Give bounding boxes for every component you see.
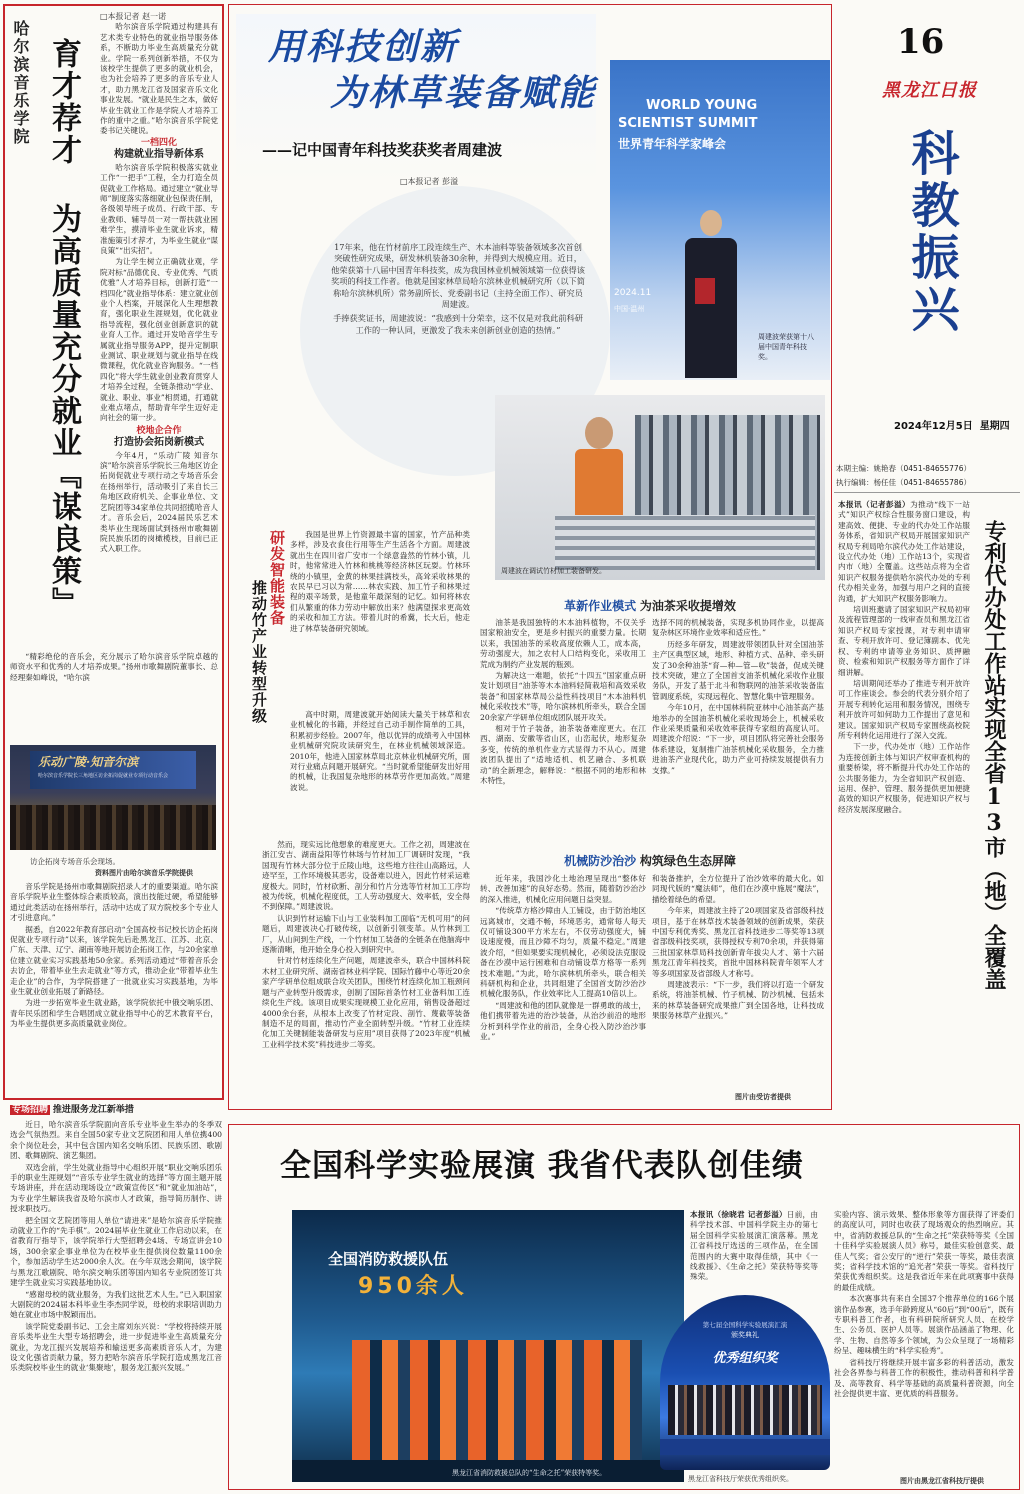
left-sec3-text5: 该学院党委副书记、工会主席刘东兴说：“学校将持续开展音乐类毕业生大型专场招聘会，进一步促进毕业生高质量充分就业，为龙江振兴发展培养和输送更多高素质音乐人才，为建设文化强省贡献力量，努力把哈尔滨音乐学院打造成黑龙江音乐类院校毕业生的就业‘集聚地’，服务龙江振兴发展。” xyxy=(10,1321,222,1373)
left-sec2-text4: 据悉，自2022年教育部启动“全国高校书记校长访企拓岗促就业专项行动”以来，该学院先后赴黑龙江、江苏、北京、广东、天津、辽宁、湖南等地开展访企拓岗工作，与20余家单位建立就业实习实践基地50余家。系列活动通过“带着音乐会去访企，带着毕业生去走就业”等方式，推动企业“带着毕业生走企业”的合作，为学院搭建了一批就业实习实践基地，为毕业生就业创业拓展了新路径。 xyxy=(10,924,218,997)
editor-main: 本期主编：姚艳春（0451-84655776） xyxy=(836,464,971,473)
summit-title-en-2: SCIENTIST SUMMIT xyxy=(618,116,758,131)
left-intro: 哈尔滨音乐学院通过构建具有艺术类专业特色的就业指导服务体系，不断助力毕业生高质量充分就业。学院一系列创新举措，不仅为该校学生提供了更多的就业机会，也为社会培养了更多的音乐专业人才，助力黑龙江省及国家音乐文化事业发展。“就业是民生之本，做好毕业生就业工作是学院人才培养工作的重中之重。”哈尔滨音乐学院党委书记关键说。 xyxy=(100,22,218,136)
left-sec1-kicker: 一档四化 xyxy=(140,137,177,148)
left-sec3-text3: 把全国文艺院团等用人单位“请进来”是哈尔滨音乐学院推动就业工作的“先手棋”。2024届毕业生就业工作启动以来，在省教育厅指导下，该学院举行大型招聘会4场、专场宣讲会10场，300余家企事业单位为在校毕业生提供岗位数量1100余个，参加活动学生达2000余人次。在今年双选会期间，该学院与黑龙江歌剧院、哈尔滨交响乐团等国内知名专业院团签订共建学生就业实习实践基地协议。 xyxy=(10,1215,222,1288)
orchestra-silhouettes xyxy=(10,805,216,850)
left-headline: 育才荐才 为高质量充分就业『谋良策』 xyxy=(46,38,81,619)
middle-byline: □本报记者 彭溢 xyxy=(400,177,459,186)
colB-text3: 相对于竹子装备，油茶装备难度更大。在江西、湖南、安徽等省山区，山峦起伏，地形复杂多变，传统的单机作业方式显得力不从心。周建波团队提出了“适地适机、机艺融合、多机联动”的全新理念，解释说：“根据不同的地形和林木特性， xyxy=(480,724,646,786)
secB-kicker: 革新作业模式 xyxy=(564,599,637,613)
left-sec2-kicker: 校地企合作 xyxy=(136,425,182,436)
left-sec3-text2: 双选会前，学生处就业指导中心组织开展“职业交响乐团乐手的职业生涯规划”“音乐专业学生就业的选择”等方面主题开展专场讲座，并在活动现场设立“政策宣传区”和“就业加油站”，为专业学生解读我省及哈尔滨市人才政策，指导简历制作、讲授求职技巧。 xyxy=(10,1162,222,1214)
middle-subtitle: ——记中国青年科技奖获奖者周建波 xyxy=(262,141,503,159)
secC-kicker: 机械防沙治沙 xyxy=(564,854,637,868)
colA-text5: 针对竹材连续化生产问题，周建波牵头，联合中国林科院木材工业研究所、湖南省林业科学院、国际竹藤中心等近20余家产学研单位组成联合攻关团队，围绕竹材连续化加工瓶颈问题与产业转型升级需求，创制了国际首条竹材工业备料加工连续化生产线。该项目成果实现规模工业化应用，销售设备超过4000余台套，从根本上改变了竹材定段、剖竹、蔑截等装备制造不足的局面，推动竹产业全面转型升级。“竹材工业连续化加工关键制能装备研发与应用”项目获得了2023年度“机械工业科学技术奖”科技进步二等奖。 xyxy=(262,956,470,1049)
rescue-overlay-1: 全国消防救援队伍 xyxy=(328,1250,449,1268)
bottom-text3: 本次赛事共有来自全国37个推荐单位的166个展演作品参赛，选手年龄跨度从“60后”到“00后”，既有专职科普工作者，也有科研院所研究人员、在校学生、公务员、医护人员等。展演作品涵盖了物理、化学、生物、自然等多个领域，为公众呈现了一场精彩纷呈、趣味横生的“科学实验秀”。 xyxy=(834,1294,1014,1356)
award-photo xyxy=(660,1295,830,1470)
left-sec3-text4: “感谢母校的就业服务，为我们这批艺术人生。”已入职国家大剧院的2024届本科毕业生李杰同学说，母校的求职培训助力她在就业市场中脱颖而出。 xyxy=(10,1289,222,1320)
left-sec2-text3: 音乐学院是扬州市歌舞剧院招录人才的重要渠道。哈尔滨音乐学院毕业生整体综合素质较高，演出技能过硬，希望能够通过此类活动在扬州举行，活动中达成了双方院校多个专业人才引进意向。” xyxy=(10,882,218,923)
rescue-photo-caption: 黑龙江省消防救援总队的“生命之托”荣获特等奖。 xyxy=(452,1469,607,1477)
colB-text: 油茶是我国独特的木本油料植物，不仅关乎国家粮油安全，更是乡村振兴的重要力量。长期以来，我国油茶的采收高度依赖人工，成本高，劳动强度大，加之农村人口结构变化，采收用工荒成为制约产业发展的瓶颈。 xyxy=(480,618,646,669)
middle-headline-1: 用科技创新 xyxy=(268,26,459,68)
left-sec3-kicker: 专场招聘 xyxy=(12,1105,49,1115)
colA-vertical-head2: 推动竹产业转型升级 xyxy=(250,580,268,724)
colA-text3: 然而，现实远比他想象的难度更大。工作之初，周建波在浙江安吉、湖南益阳等竹林场与竹材加工厂调研时发现，“我国现有竹林大部分位于丘陵山地，这些地方往往山高路远，人迹罕至，工作环境极其恶劣，设备难以进入，因此竹材采运难度极大。同时，竹材砍断、剖分和竹片分选等竹材加工工序均被为传统，机械化程度低，工人劳动强度大、效率低，安全得不到保障。”周建波说。 xyxy=(262,840,470,912)
award-stage-banner xyxy=(660,1439,830,1455)
machine-photo xyxy=(495,395,825,580)
secC-title: 构筑绿色生态屏障 xyxy=(639,854,736,868)
masthead xyxy=(862,0,1024,490)
colA-text2: 高中时期，周建波就开始阅读大量关于林草和农业机械化的书籍，并经过自己动手制作简单的工具，积累初步经验。2007年，他以优异的成绩考入中国林业机械研究院攻读研究生，在林业机械领域深造。2010年，他进入国家林草局北京林业机械研究所，面对行业痛点间题开展研究。“当时就希望能研发出好用的机械，让我国复杂地形的林草劳作更加高效。”周建波说。 xyxy=(290,710,470,792)
machine-photo-caption: 周建波在调试竹材加工装备研发。 xyxy=(501,567,606,575)
editor-exec: 执行编辑：杨任佳（0451-84655786） xyxy=(836,478,971,487)
award-person xyxy=(685,210,737,380)
right-text4: 下一步，代办处市（地）工作站作为连接创新主体与知识产权审查机构的重要桥梁，将不断提升代办处工作站的公共服务能力，为全省知识产权创造、运用、保护、管理、服务提供更加便捷高效的知识产权服务，促进知识产权与经济发展深度融合。 xyxy=(838,742,970,814)
concert-photo xyxy=(10,745,216,850)
bottom-lead: 本报讯（徐晓君 记者彭溢） xyxy=(690,1210,787,1219)
issue-date: 2024年12月5日 xyxy=(894,421,973,432)
middle-photo-credit: 图片由受访者提供 xyxy=(735,1093,791,1101)
right-headline: 专利代办处工作站实现全省13市（地）全覆盖 xyxy=(981,520,1007,990)
left-sec2-title: 打造协会拓岗新模式 xyxy=(114,437,204,449)
colC-text6: 周建波表示：“下一步，我们将以打造一个研发系统，将油茶机械、竹子机械、防沙机械、包括未来的林草装备研究成果推广到全国各地，让科技成果服务林草产业振兴。” xyxy=(652,980,824,1021)
colC-text: 近年来，我国沙化土地治理呈现出“整体好转、改善加速”的良好态势。然而，随着防沙治沙的深入推进，机械化应用问题日益突显。 xyxy=(480,874,646,904)
section-title: 科教振兴 xyxy=(903,128,959,336)
award-badge: 优秀组织奖 xyxy=(712,1351,778,1366)
award-photo-caption: 黑龙江省科技厅荣获优秀组织奖。 xyxy=(688,1475,793,1483)
colC-text3: “周建波和他的团队就像是一群勇敢的战士，他们携带着先进的治沙装备，从治沙前沿的地形分析到科学作业的前沿，全身心投入防沙治沙事业。” xyxy=(480,1000,646,1042)
bottom-text2: 实验内容、演示效果、整体形象等方面获得了评委们的高度认可，同时也收获了现场观众的热烈响应。其中，省消防救援总队的“生命之托”荣获特等奖《全国十佳科学实验展演人员》称号，最佳实验创意奖、最佳人气奖；省公安厅的“逆行”荣获一等奖，最佳表演奖；省科学技术馆的“追光者”荣获一等奖。省科技厅荣获优秀组织奖。这是我省近年来在此项赛事中获得的最佳成绩。 xyxy=(834,1210,1014,1292)
summit-place: 中国·温州 xyxy=(614,305,645,313)
colC-text2: “传统草方格沙障由人工铺设，由于防治地区远离城市，交通不畅，环境恶劣，通常每人每天仅可铺设300平方米左右，不仅劳动强度大，铺设速度慢，而且沙障不均匀，质量不稳定。”周建波介绍，“但如果要实现机械化，必须设法克服设备在沙漠中运行困难和自动铺设草方格等一系列技术难题。”为此，哈尔滨林机所牵头，联合相关科研机构和企业，共同组建了全国首支防沙治沙机械化服务队，作业效率比人工提高10倍以上。 xyxy=(480,906,646,999)
secB-title: 为油茶采收提增效 xyxy=(639,599,736,613)
concert-banner-sub: 哈尔滨音乐学院长三角地区访企拓岗促就业专项行动音乐会 xyxy=(38,773,169,779)
divider xyxy=(834,492,1020,493)
bottom-text1: 日前，由科学技术部、中国科学院主办的第七届全国科学实验展演汇演落幕。黑龙江省科技厅选送的三项作品，在全国范围内的大赛中取得佳绩，其中《一线救援》、《生命之托》荣获特等奖等殊荣。 xyxy=(690,1210,818,1282)
bottom-photo-credit: 图片由黑龙江省科技厅提供 xyxy=(900,1477,984,1485)
machine-table xyxy=(555,515,815,570)
colA-vertical-head1: 研发智能装备 xyxy=(268,530,286,626)
summit-photo xyxy=(610,60,830,380)
concert-banner: 乐动广陵·知音尔滨 xyxy=(38,755,139,769)
left-sec1-title: 构建就业指导新体系 xyxy=(114,149,204,161)
concert-stage-screen xyxy=(30,751,196,789)
colB-text4: 选择不同的机械装备，实现多机协同作业，以提高复杂林区环境作业效率和适应性。” xyxy=(652,618,824,638)
rescue-photo xyxy=(292,1210,684,1482)
colC-text5: 今年来，周建波主持了20项国家及省部级科技项目，基于在林草技术装备领域的创新成果，荣获中国专利优秀奖、黑龙江省科技进步二等奖等13项省部级科技奖项，获得授权专利70余项，并获得第三批国家林草局科技创新青年拔尖人才、第十六届黑龙江青年科技奖，首批中国林科院青年领军人才等多项国家及省部级人才称号。 xyxy=(652,906,824,978)
left-kicker: 哈尔滨音乐学院 xyxy=(11,20,30,146)
bottom-headline: 全国科学实验展演 我省代表队创佳绩 xyxy=(280,1148,804,1184)
right-text2: 培训班邀请了国家知识产权局初审及流程管理部的一线审查员和黑龙江省知识产权局专家授课，对专利申请审查、专利开放许可、登记簿副本、优先权、专利的申请等业务知识、质押融资、检索和知识产权服务等方面作了详细讲解。 xyxy=(838,605,970,677)
summit-date: 2024.11 xyxy=(614,288,652,298)
concert-photo-caption: 访企拓岗专场音乐会现场。 xyxy=(30,857,120,866)
colA-text4: 认识到竹材运输下山与工业装料加工面临“无机可用”的问题后，周建波决心打破传统，以创新引领变革。从竹林到工厂，从山间到生产线，一个竹材加工装备的全链条在他脑海中逐渐清晰，他开始全身心投入到研究中。 xyxy=(262,913,470,955)
concert-photo-credit: 资料图片由哈尔滨音乐学院提供 xyxy=(95,869,193,877)
left-byline: □本报记者 赵一诺 xyxy=(100,12,167,21)
paper-name: 黑龙江日报 xyxy=(882,80,977,101)
colC-text4: 和装备推护，全方位提升了治沙效率的最大化。如同现代版的“魔法师”，他们在沙漠中施展“魔法”，描绘着绿色的希望。 xyxy=(652,874,824,904)
firefighters xyxy=(352,1340,642,1460)
award-title-2: 颁奖典礼 xyxy=(731,1331,759,1339)
right-text1: 为推动“线下一站式”知识产权综合性服务窗口建设，构建高效、便捷、专业的代办处工作站服务体系，省知识产权局开展国家知识产权局专利局哈尔滨代办处工作站建设，设立代办处（地）工作站13个，实现省内市（地）全覆盖。这些站点将为全省知识产权服务提供哈尔滨代办处的专利代办相关业务，加强与用户之间的直接沟通，扩大知识产权服务影响力。 xyxy=(838,500,970,603)
quote-text2: 手捧获奖证书，周建波说：“我感到十分荣幸，这不仅是对我此前科研工作的一种认同，更激发了我未来创新创业创造的热情。” xyxy=(333,313,583,335)
bottom-text4: 省科技厅将继续开展丰富多彩的科普活动，激发社会各界参与科普工作的积极性，推动科普和科学普及、高等教育、科学等基础的高质量科普资源，向全社会提供更丰富、更优质的科普服务。 xyxy=(834,1357,1014,1398)
award-title-1: 第七届全国科学实验展演汇演 xyxy=(702,1321,788,1329)
page-number: 16 xyxy=(897,22,945,62)
right-text3: 培训期间还举办了推进专利开放许可工作座谈会。参会的代表分别介绍了开展专利转化运用和服务情况，围绕专利开放许可如何助力工作提出了意见和建议。国家知识产权局专家围绕高校院所专利转化运用进行了深入交流。 xyxy=(838,678,970,740)
colB-text2: 为解决这一难题，依托“十四五”国家重点研发计划项目“油茶等木本油料轻简栽培和高效采收装备”和国家林草局公益性科技项目“木本油料机械化采收技术”等，哈尔滨林机所牵头，联合全国20余家产学研单位组成团队展开攻关。 xyxy=(480,671,646,722)
middle-headline-2: 为林草装备赋能 xyxy=(330,72,597,114)
left-sec2-text5: 为进一步拓宽毕业生就业路，该学院依托中俄交响乐团、青年民乐团和学生合唱团成立就业指导中心的艺术教育平台，为毕业生提供更多高质量就业岗位。 xyxy=(10,998,218,1029)
left-sec2-text-full: “精彩绝伦的音乐会，充分展示了哈尔滨音乐学院卓越的师资水平和优秀的人才培养成果。”扬州市歌舞剧院董事长、总经理秦如峰说，“哈尔滨 xyxy=(10,652,218,682)
left-sec3-title: 推进服务龙江新举措 xyxy=(52,1105,134,1115)
colB-text6: 今年10月，在中国林科院亚林中心油茶高产基地举办的全国油茶机械化采收现场会上，机械采收作业采果质量和采收效率获得专家组的高度认可。周建波介绍说：“下一步，项目团队将完善社会服务体系建设，复制推广油茶机械化采收服务，全力推进油茶产业现代化，助力产业可持续发展提供有力支撑。” xyxy=(652,703,824,775)
right-lead: 本报讯（记者彭溢） xyxy=(838,500,911,509)
left-sec2-text: 今年4月，“乐动广陵 知音尔滨”哈尔滨音乐学院长三角地区访企拓岗促就业专项行动之专场音乐会在扬州举行，活动吸引了来自长三角地区政府机关、企事业单位、文艺院团等34家单位共同招揽哈音人才。音乐会后，2024届民乐艺术类毕业生现场面试到扬州市歌舞剧院民族乐团的岗橄榄枝，目前已正式入职工作。 xyxy=(100,450,218,554)
left-sec1-text: 哈尔滨音乐学院积极落实就业工作“一把手”工程，全力打造全员促就业工作格局。通过建立“就业导师”制度落实落细就业包保责任制，各级领导班子成员、行政干部、专业教师、辅导员一对一帮扶就业困难学生，摸清毕业生就业诉求，精准施策引才荐才，为毕业生就业“谋良策”“出实招”。 xyxy=(100,162,218,255)
award-recipients xyxy=(668,1385,822,1435)
quote-text: 17年来，他在竹材前序工段连续生产、木本油料等装备领域多次首创突破性研究成果，研发林机装备30余种，并得到大规模应用。近日，他荣获第十八届中国青年科技奖，成为我国林业机械领域第一位获得该奖项的科技工作者。他就是国家林草局哈尔滨林业机械研究所（以下简称哈尔滨林机所）常务副所长、党委副书记（主持全面工作）、研究员周建波。 xyxy=(331,242,585,310)
issue-weekday: 星期四 xyxy=(979,421,1010,432)
left-sec1-text2: 为让学生树立正确就业观，学院对标“品德优良、专业优秀、气质优雅”人才培养目标，创新打造“一档四化”就业指导体系：建立就业创业个人档案，开展深化人生理想教育，强化职业生涯规划，优化就业指导流程，强化创业创新意识的就业育人工作。通过开发哈音学生专属就业指导服务APP，提升定制职业测试、职业规划与就业指导在线微课程，优化就业咨询服务。“一档四化”将大学生就业创业教育贯穿人才培养全过程，全链条推动“学业、就业、职业、事业”相贯通，打通就业难点堵点，帮助青年学生迈好走向社会的第一步。 xyxy=(100,257,218,423)
summit-photo-caption: 周建波荣获第十八届中国青年科技奖。 xyxy=(758,333,814,361)
summit-title-en-1: WORLD YOUNG xyxy=(646,98,758,113)
colB-text5: 历经多年研发，周建波带领团队针对全国油茶主产区典型区域，地形、种植方式、品种、牵头研发了30余种油茶“育—种—管—收”装备，促成关键技术突破，建立了全国首支油茶机械化采收作业服务队，开发了基于北斗和物联网的油茶采收装备监管调度系统，实现远程化、智慧化集中管理服务。 xyxy=(652,639,824,701)
summit-title-cn: 世界青年科学家峰会 xyxy=(618,137,727,151)
rescue-overlay-2: 950余人 xyxy=(358,1274,468,1299)
colA-text: 我国是世界上竹资源最丰富的国家，竹产品种类多样，涉及衣食住行用等生产生活各个方面。周建波就出生在四川省广安市一个绿意盎然的竹林小镇，儿时，他常常进入竹林和桃桃等经济林区玩耍。竹林环绕的小镇里，金黄的林果挂满枝头，高耸采收林果的农民早已习以为常……林农实践、加工竹子和林果过程的艰辛场景，是他童年最深刻的记忆。如何将林农们从繁重的体力劳动中解放出来？他满望探求更高效的采收和加工方法。带着儿时的希冀，长大后，他走进了林草装备研究领域。 xyxy=(290,530,470,633)
left-sec3-text: 近日，哈尔滨音乐学院面向音乐专业毕业生举办的冬季双选会气氛热烈。来自全国50家专业文艺院团和用人单位携400余个岗位赴会，其中包含国内知名交响乐团、民族乐团、歌剧团、歌舞剧院、演艺集团。 xyxy=(10,1120,222,1161)
